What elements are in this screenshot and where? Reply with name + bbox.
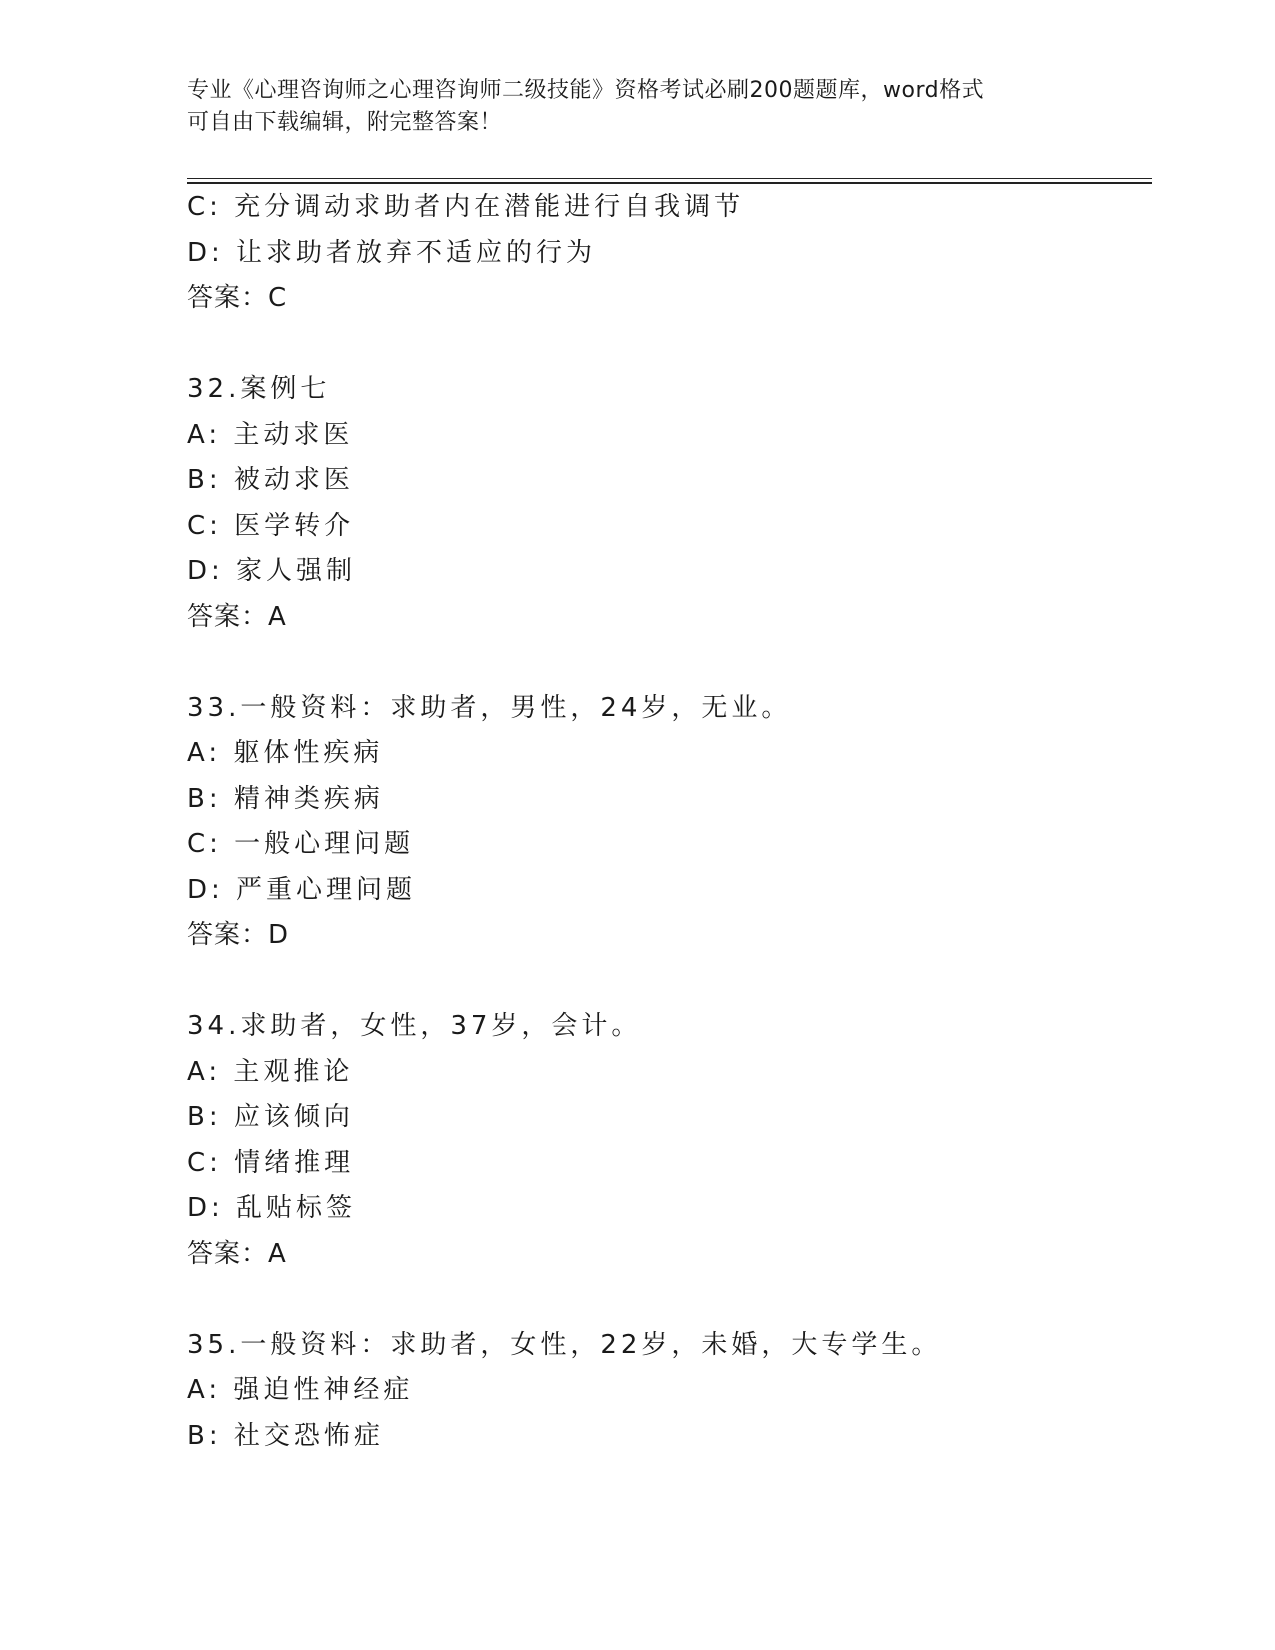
option-a: A: 躯体性疾病	[187, 738, 384, 768]
document-header	[187, 75, 1087, 139]
question-stem: 34.求助者，女性，37岁，会计。	[187, 1011, 642, 1041]
answer-line: 答案：D	[187, 920, 290, 950]
question-list	[187, 185, 1152, 1459]
option-b: B: 被动求医	[187, 465, 354, 495]
spacer	[187, 1277, 1152, 1323]
answer-line: 答案：C	[187, 283, 288, 313]
option-d: D: 严重心理问题	[187, 874, 417, 905]
option-d: D: 乱贴标签	[187, 1193, 357, 1223]
option-a: A: 主观推论	[187, 1056, 354, 1087]
header-line-2: 可自由下载编辑，附完整答案！	[187, 110, 503, 135]
question-block-33	[187, 686, 1152, 959]
header-divider-thick	[187, 182, 1152, 184]
option-b: B: 精神类疾病	[187, 783, 384, 814]
spacer	[187, 959, 1152, 1005]
option-d: D: 家人强制	[187, 556, 357, 586]
option-d: D: 让求助者放弃不适应的行为	[187, 237, 597, 268]
spacer	[187, 322, 1152, 368]
question-block-32	[187, 367, 1152, 640]
option-b: B: 社交恐怖症	[187, 1420, 384, 1451]
answer-line: 答案：A	[187, 1238, 287, 1269]
question-stem: 35.一般资料：求助者，女性，22岁，未婚，大专学生。	[187, 1329, 942, 1360]
option-c: C: 充分调动求助者内在潜能进行自我调节	[187, 192, 745, 222]
option-c: C: 医学转介	[187, 510, 355, 541]
option-b: B: 应该倾向	[187, 1102, 354, 1132]
question-block-35	[187, 1323, 1152, 1460]
option-a: A: 强迫性神经症	[187, 1375, 414, 1405]
header-line-1: 专业《心理咨询师之心理咨询师二级技能》资格考试必刷200题题库，word格式	[187, 78, 985, 103]
question-block-34	[187, 1004, 1152, 1277]
spacer	[187, 640, 1152, 686]
option-a: A: 主动求医	[187, 419, 354, 450]
header-divider-thin	[187, 178, 1152, 179]
question-stem: 33.一般资料：求助者，男性，24岁，无业。	[187, 692, 792, 723]
question-stem: 32.案例七	[187, 374, 331, 404]
question-block-31	[187, 185, 1152, 322]
answer-line: 答案：A	[187, 601, 287, 632]
option-c: C: 情绪推理	[187, 1147, 355, 1178]
option-c: C: 一般心理问题	[187, 829, 415, 859]
